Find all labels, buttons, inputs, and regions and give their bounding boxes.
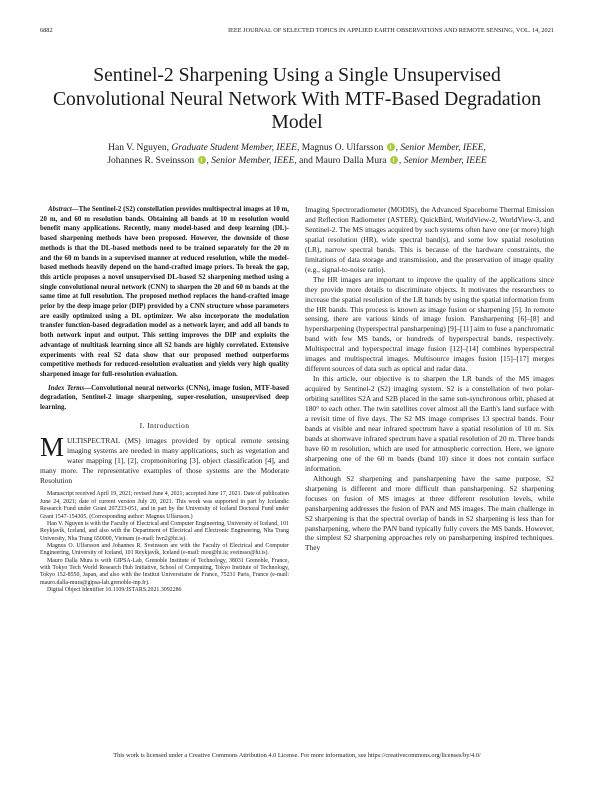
body-paragraph: In this article, our objective is to sharpen the LR bands of the MS images acquired by Sentinel-2 (S2) imaging system. S2 is a constellation of two polar-orbiting satellites S2A and S2B placed in the same sun-synchronous orbit, phased at 180° to each other. The twin satellites cover almost all the Earth's land surface with a revisit time of five days. The S2 MS image comprises 13 spectral bands. Four bands at visible and near infrared spectrum have a spatial resolution of 10 m. Six bands at shortwave infrared spectrum have a spatial resolution of 20 m. Three bands have 60 m resolution, which are used for atmospheric correction. Here, we ignore sharpening one of the 60 m bands (band 10) since it does not contain surface information. xyxy=(305,374,555,473)
author-name: Magnus O. Ulfarsson xyxy=(301,143,384,153)
abstract xyxy=(40,205,289,380)
author-list: Han V. Nguyen, Graduate Student Member, IEEE, Magnus O. Ulfarsson , Senior Member, IEEE, Johannes R. Sveinsson , Senior Member, IEEE, and Mauro Dalla Mura , Senior Member, IEEE xyxy=(107,143,487,166)
author-name: and Mauro Dalla Mura xyxy=(299,156,387,166)
page-number: 6882 xyxy=(40,27,53,34)
author-affiliation-role: Senior Member, IEEE, xyxy=(400,143,486,153)
intro-paragraph xyxy=(40,431,289,486)
body-paragraph: Although S2 sharpening and pansharpening have the same purpose, S2 sharpening is different and more difficult than pansharpening. S2 sharpening focuses on fusion of MS images at three different resolution levels, while pansharpening addresses the fusion of PAN and MS images. The main challenge in S2 sharpening is that the spectral overlap of bands in S2 sharpening is less than for pansharpening, where the PAN band typically fully covers the MS bands. However, the simplest S2 sharpening approaches rely on pansharpening inspired techniques. They xyxy=(305,473,554,553)
index-terms xyxy=(40,384,289,413)
abstract-label: Abstract xyxy=(48,206,72,213)
author-name: Johannes R. Sveinsson xyxy=(107,156,195,166)
footnote-author: Han V. Nguyen is with the Faculty of Electrical and Computer Engineering, University of Iceland, 101 Reykjavík, Iceland, and also with the Department of Electrical and Electronic Engineering, Nha Trang University, Nha Trang 650000, Vietnam (e-mail: hvn2@hi.is). xyxy=(40,520,289,542)
orcid-icon[interactable] xyxy=(390,156,398,164)
body-paragraph: Imaging Spectroradiometer (MODIS), the Advanced Spaceborne Thermal Emission and Reflection Radiometer (ASTER), QuickBird, WorldView-2, WorldView-3, and Sentinel-2. The MS images acquired by such systems often have one (or more) high spatial resolution (HR), wide spectral band(s), and some low spatial resolution (LR), narrow spectral bands. This is because of the hardware constraints, the limitations of data storage and transmission, and the preservation of image quality (e.g., signal-to-noise ratio). xyxy=(305,205,554,274)
abstract-text: —The Sentinel-2 (S2) constellation provides multispectral images at 10 m, 20 m, and 60 m resolution bands. Obtaining all bands at 10 m resolution would benefit many applications. Recently, many model-based and deep learning (DL)-based sharpening methods have been proposed. However, the downside of those methods is that the DL-based methods need to be trained separately for the 20 m and the 60 m bands in a supervised manner at reduced resolution, while the model-based methods heavily depend on the hand-crafted image priors. To break the gap, this article proposes a novel unsupervised DL-based S2 sharpening method using a single convolutional neural network (CNN) to sharpen the 20 and 60 m bands at the same time at full resolution. The proposed method replaces the hand-crafted image prior by the deep image prior (DIP) provided by a CNN structure whose parameters are easily optimized using a DL optimizer. We also incorporate the modulation transfer function-based degradation model as a network layer, and add all bands to both network input and output. This setting improves the DIP and exploits the advantage of multitask learning since all S2 bands are highly correlated. Extensive experiments with real S2 data show that our proposed method outperforms competitive methods for reduced-resolution evaluation and yields very high quality sharpened image for full-resolution evaluation. xyxy=(40,206,289,378)
index-terms-label: Index Terms xyxy=(48,384,85,392)
footnote-author: Mauro Dalla Mura is with GIPSA-Lab, Grenoble Institute of Technology, 38031 Grenoble, France, with Tokyo Tech World Research Hub Initiative, School of Computing, Tokyo Institute of Technology, Tokyo 152-8550, Japan, and also with the Institut Universitaire de France, 75231 Paris, France (e-mail: mauro.dalla-mura@gipsa-lab.grenoble-inp.fr). xyxy=(40,557,289,586)
journal-name: IEEE JOURNAL OF SELECTED TOPICS IN APPLIED EARTH OBSERVATIONS AND REMOTE SENSING, VOL. 14, 2021 xyxy=(227,27,554,34)
body-paragraph: The HR images are important to improve the quality of the applications since they provide more details to discriminate objects. It motivates the researchers to increase the spatial resolution of the LR bands by using the spatial information from the HR bands. This process is known as image fusion or sharpening [5]. In remote sensing, there are various kinds of image fusion. Pansharpening [6]–[8] and hypersharpening (hyperspectral pansharpening) [9]–[11] aim to fuse a panchromatic band with few MS bands, or hundreds of hyperspectral bands, respectively. Multispectral and hyperspectral image fusion [12]–[14] combines hyperspectral images and multispectral images. Multisource images fusion [15]–[17] merges different sources of data such as optical and radar data. xyxy=(305,274,554,374)
footnote-doi: Digital Object Identifier 10.1109/JSTARS.2021.3092286 xyxy=(47,586,182,593)
orcid-icon[interactable] xyxy=(198,156,206,164)
intro-paragraph-text: ULTISPECTRAL (MS) images provided by optical remote sensing imaging systems are needed in many applications, such as vegetation and water mapping [1], [2], cropmonitoring [3], object classification [4], and many more. The representative examples of those systems are the Moderate Resolution xyxy=(40,435,289,485)
author-affiliation-role: Senior Member, IEEE xyxy=(403,156,487,166)
author-affiliation-role: Graduate Student Member, IEEE xyxy=(171,143,297,153)
author-affiliation-role: Senior Member, IEEE, xyxy=(211,156,297,166)
right-column xyxy=(305,205,554,553)
footnotes xyxy=(40,491,289,594)
author-name: Han V. Nguyen xyxy=(108,143,167,153)
left-column xyxy=(40,205,289,594)
footnote-author: Magnus O. Ulfarsson and Johannes R. Sveinsson are with the Faculty of Electrical and Computer Engineering, University of Iceland, 101 Reykjavík, Iceland (e-mail: mou@hi.is; sveinsso@hi.is). xyxy=(40,542,289,557)
drop-cap: M xyxy=(40,431,65,462)
license-footer: This work is licensed under a Creative Commons Attribution 4.0 License. For more information, see https://creativecommons.org/licenses/by/4.0/ xyxy=(113,752,481,759)
section-heading: I. Introduction xyxy=(139,420,190,430)
index-terms-text: —Convolutional neural networks (CNNs), image fusion, MTF-based degradation, Sentinel-2 image sharpening, super-resolution, unsupervised deep learning. xyxy=(40,384,289,412)
paper-title: Sentinel-2 Sharpening Using a Single Unsupervised Convolutional Neural Network With MTF-Based Degradation Model xyxy=(52,65,542,133)
orcid-icon[interactable] xyxy=(387,143,395,151)
footnote-manuscript: Manuscript received April 19, 2021; revised June 4, 2021; accepted June 17, 2021. Date of publication June 24, 2021; date of current version July 20, 2021. This work was supported in part by Icelandic Research Fund under Grant 207233-051, and in part by the University of Iceland Doctoral Fund under Grant 1547-154305. (Corresponding author: Magnus Ulfarsson.) xyxy=(40,491,289,520)
